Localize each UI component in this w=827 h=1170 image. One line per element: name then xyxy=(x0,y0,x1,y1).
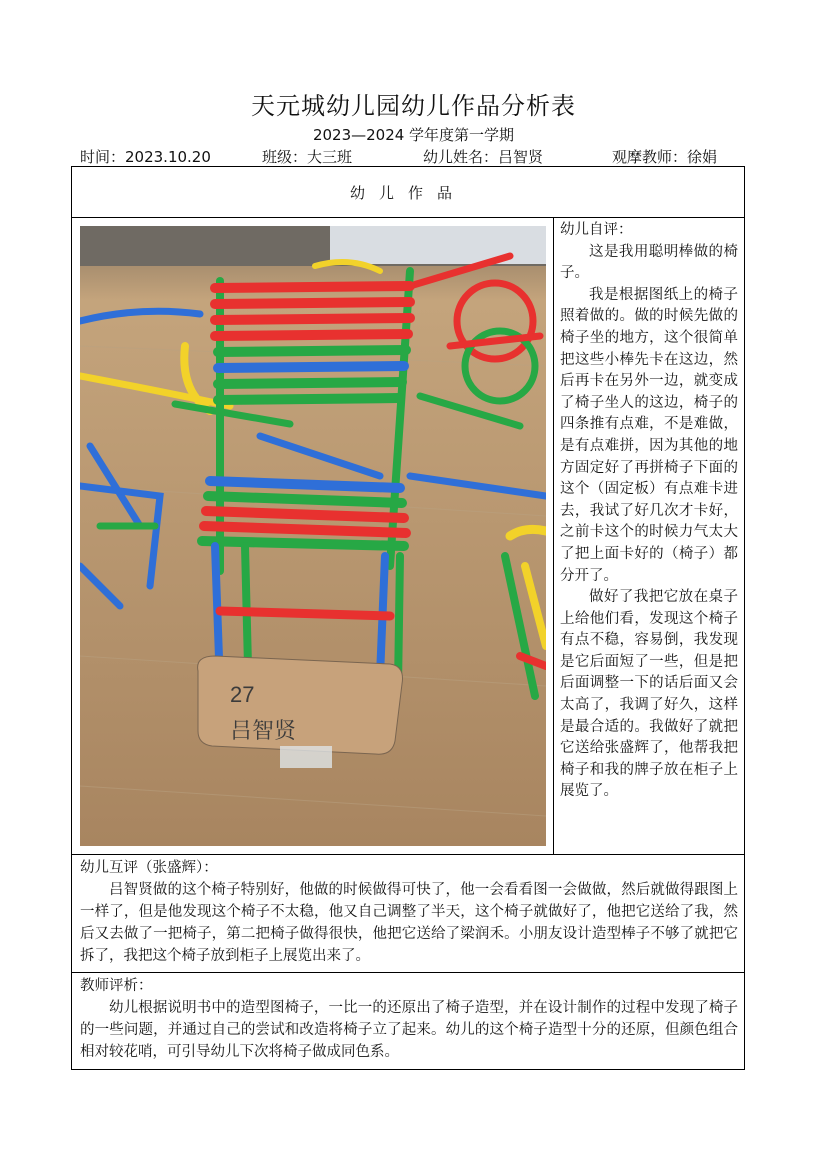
name-card-name: 吕智贤 xyxy=(230,719,297,744)
meta-teacher: 观摩教师：徐娟 xyxy=(612,148,718,166)
self-evaluation-paragraph: 做好了我把它放在桌子上给他们看，发现这个椅子有点不稳，容易倒，我发现是它后面短了一些，但是把后面调整一下的话后面又会太高了，我调了好久，这样是最合适的。我做好了就把它送给张盛辉了，他帮我把椅子和我的牌子放在柜子上展览了。 xyxy=(560,589,738,800)
meta-child-name: 幼儿姓名：吕智贤 xyxy=(423,148,544,166)
self-evaluation-label: 幼儿自评： xyxy=(560,222,633,238)
peer-evaluation-label: 幼儿互评（张盛辉）： xyxy=(80,860,218,876)
work-row xyxy=(72,218,744,855)
self-evaluation-paragraph: 这是我用聪明棒做的椅子。 xyxy=(560,243,738,282)
name-card-number: 27 xyxy=(230,682,255,707)
peer-evaluation xyxy=(72,855,744,973)
teacher-evaluation-text: 幼儿根据说明书中的造型图椅子，一比一的还原出了椅子造型，并在设计制作的过程中发现了椅子的一些问题，并通过自己的尝试和改造将椅子立了起来。幼儿的这个椅子造型十分的还原，但颜色组合相对较花哨，可引导幼儿下次将椅子做成同色系。 xyxy=(80,1000,738,1060)
page-subtitle: 2023—2024 学年度第一学期 xyxy=(312,126,515,144)
peer-evaluation-text: 吕智贤做的这个椅子特别好，他做的时候做得可快了，他一会看看图一会做做，然后就做得跟图上一样了，但是他发现这个椅子不太稳，他又自己调整了半天，这个椅子就做好了，他把它送给了我，然后又去做了一把椅子，第二把椅子做得很快，他把它送给了梁润禾。小朋友设计造型棒子不够了就把它拆了，我把这个椅子放到柜子上展览出来了。 xyxy=(80,882,738,964)
meta-time: 时间：2023.10.20 xyxy=(80,148,211,166)
page-title: 天元城幼儿园幼儿作品分析表 xyxy=(251,92,576,120)
meta-class: 班级：大三班 xyxy=(262,148,353,166)
artwork-photo xyxy=(80,226,546,846)
teacher-evaluation xyxy=(72,973,744,1069)
section-header: 幼儿作品 xyxy=(72,167,744,218)
column-divider xyxy=(553,218,554,854)
analysis-table xyxy=(71,166,745,1070)
self-evaluation-paragraph: 我是根据图纸上的椅子照着做的。做的时候先做的椅子坐的地方，这个很简单把这些小棒先卡在这边，然后再卡在另外一边，就变成了椅子坐人的这边，椅子的四条推有点难，不是难做，是有点难拼，因为其他的地方固定好了再拼椅子下面的这个（固定板）有点难卡进去，我试了好几次才卡好，之前卡这个的时候力气太大了把上面卡好的（椅子）都分开了。 xyxy=(560,286,738,584)
self-evaluation xyxy=(560,220,738,803)
teacher-evaluation-label: 教师评析： xyxy=(80,978,153,994)
